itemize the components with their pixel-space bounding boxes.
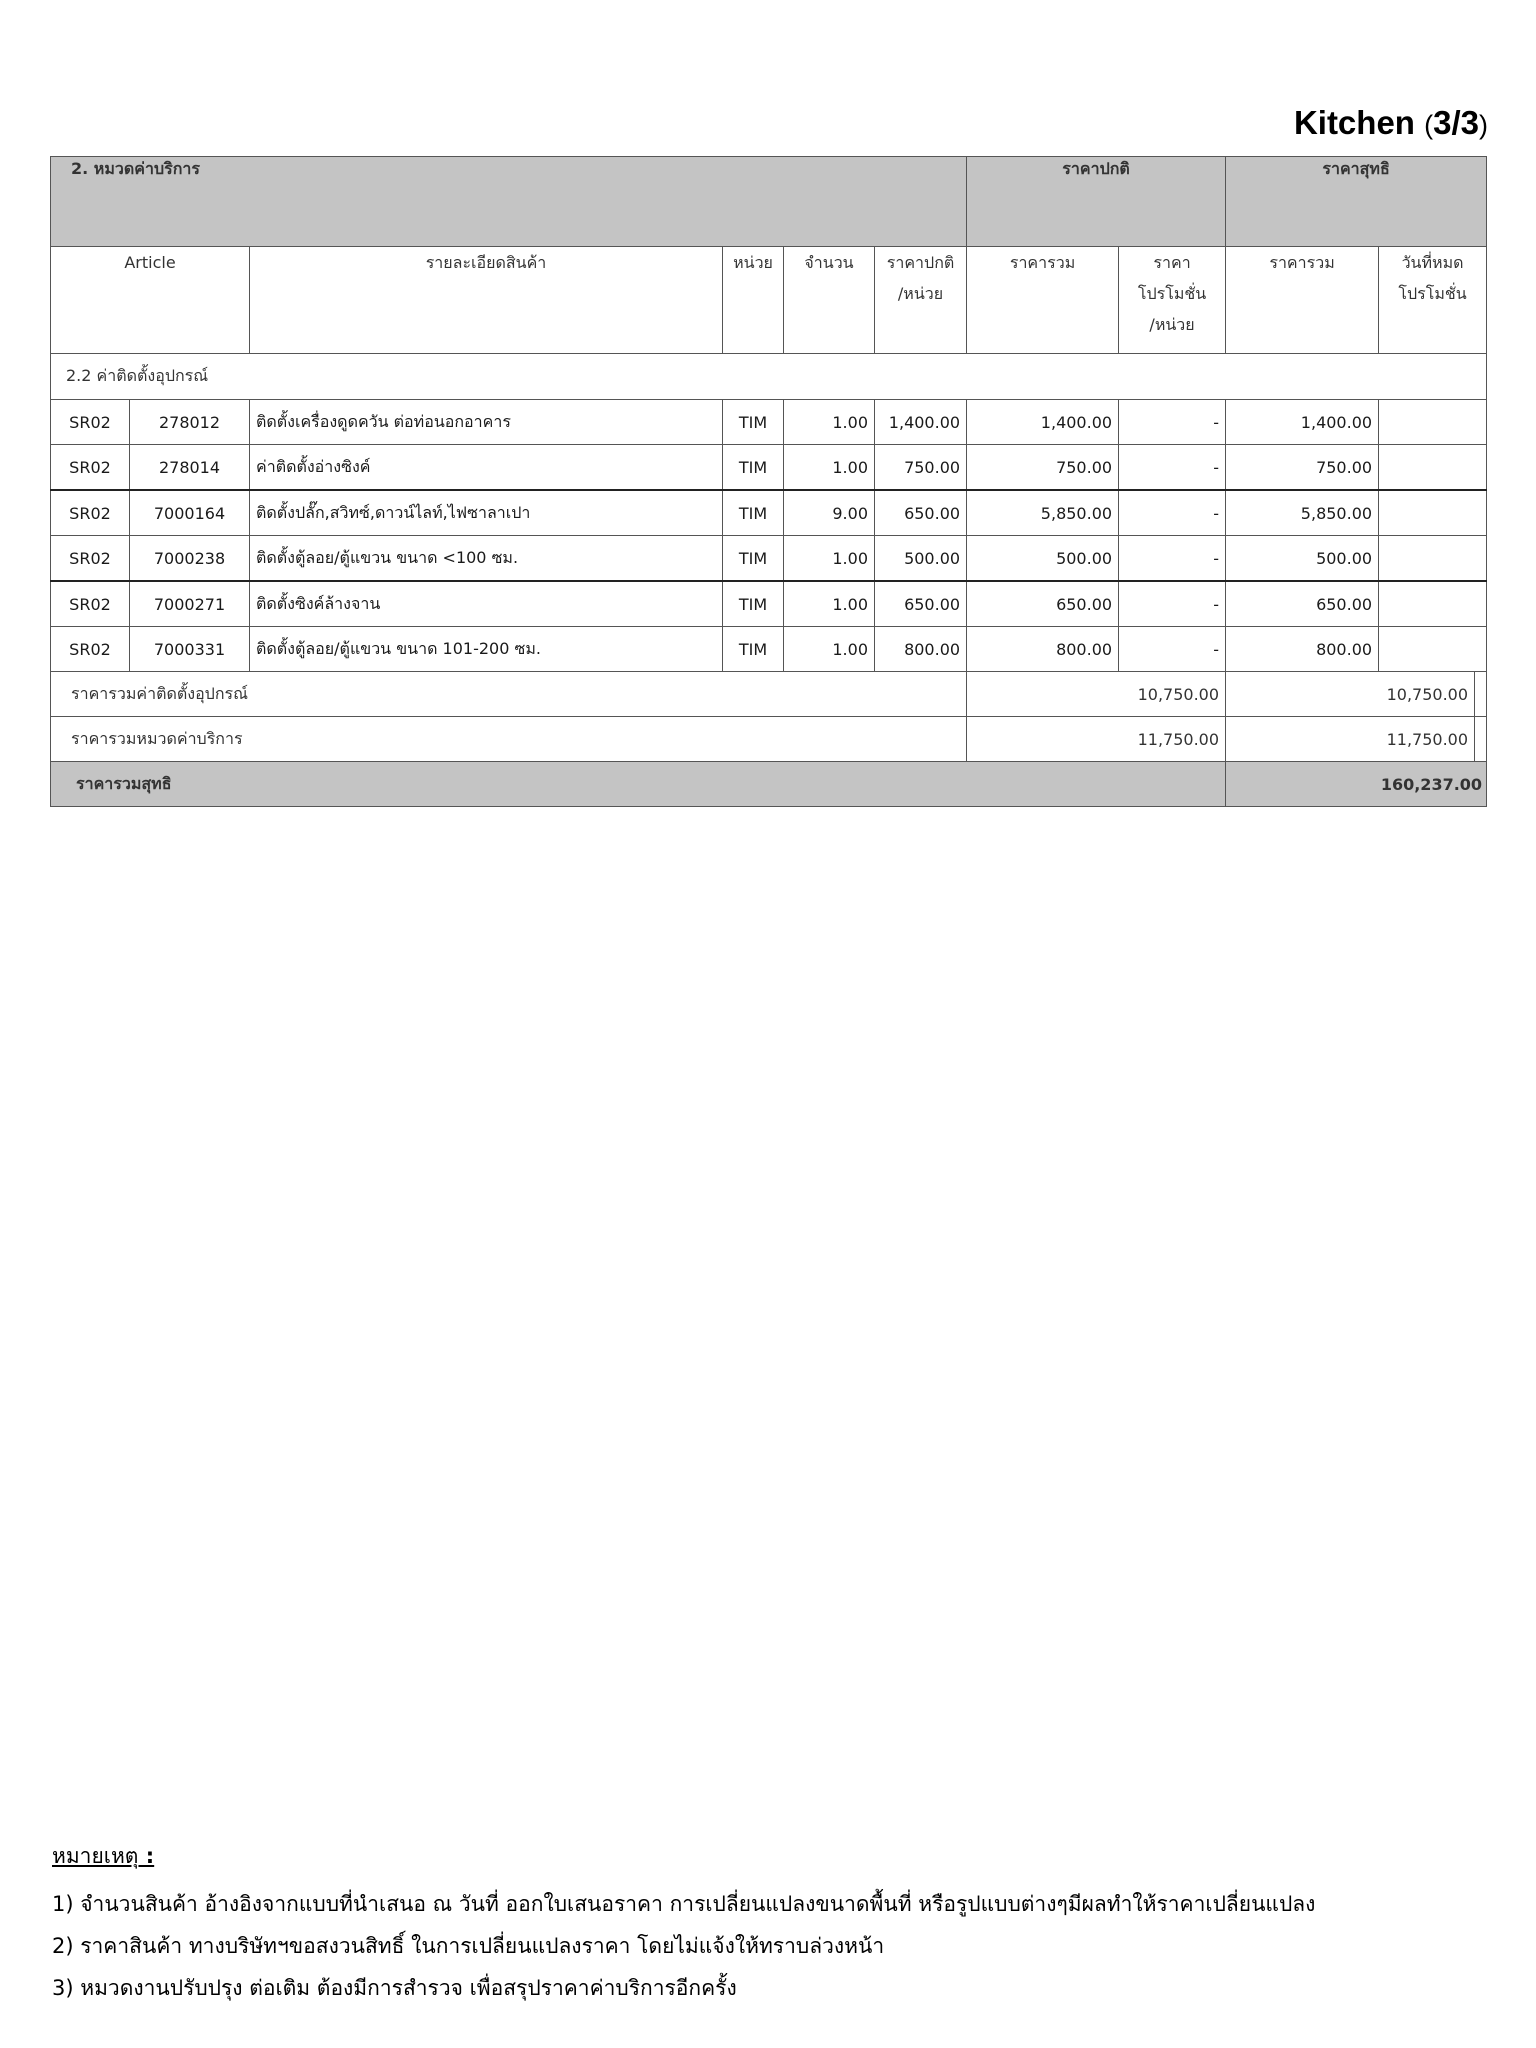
cell-qty: 1.00 [784, 627, 875, 672]
column-header-promo-per-unit-line: /หน่วย [1149, 315, 1195, 334]
cell-promo: - [1119, 536, 1226, 582]
section-header-row [51, 157, 1487, 247]
section-title: 2. หมวดค่าบริการ [51, 157, 967, 247]
column-header-description: รายละเอียดสินค้า [250, 247, 723, 354]
notes-section [52, 1840, 1492, 2009]
column-header-qty: จำนวน [784, 247, 875, 354]
subtotal-install-net-cell [1226, 672, 1487, 717]
cell-promo: - [1119, 400, 1226, 445]
cell-total: 650.00 [967, 581, 1119, 627]
note-line: 2) ราคาสินค้า ทางบริษัทฯขอสงวนสิทธิ์ ในการเปลี่ยนแปลงราคา โดยไม่แจ้งให้ทราบล่วงหน้า [52, 1934, 885, 1958]
cell-qty: 1.00 [784, 400, 875, 445]
cell-qty: 9.00 [784, 490, 875, 536]
cell-article: 278014 [130, 445, 250, 491]
cell-unit-price: 650.00 [875, 581, 967, 627]
table-row [51, 445, 1487, 491]
cell-net-total: 750.00 [1226, 445, 1379, 491]
page-title-fraction: 3/3 [1433, 104, 1479, 141]
column-header-normal-total: ราคารวม [967, 247, 1119, 354]
grand-total-row [51, 762, 1487, 807]
column-header-promo-per-unit-line: โปรโมชั่น [1137, 284, 1207, 303]
cell-code: SR02 [51, 400, 130, 445]
column-header-unit: หน่วย [723, 247, 784, 354]
cell-description: ค่าติดตั้งอ่างซิงค์ [250, 445, 723, 491]
cell-article: 7000331 [130, 627, 250, 672]
cell-unit-price: 750.00 [875, 445, 967, 491]
cell-description: ติดตั้งตู้ลอย/ตู้แขวน ขนาด 101-200 ซม. [250, 627, 723, 672]
page-title-open-paren: ( [1424, 110, 1434, 140]
table-row [51, 536, 1487, 582]
cell-qty: 1.00 [784, 445, 875, 491]
cell-article: 7000164 [130, 490, 250, 536]
cell-unit: TIM [723, 445, 784, 491]
column-header-article: Article [51, 247, 250, 354]
column-header-promo-per-unit [1119, 247, 1226, 354]
table-row [51, 627, 1487, 672]
note-line: 3) หมวดงานปรับปรุง ต่อเติม ต้องมีการสำรวจ เพื่อสรุปราคาค่าบริการอีกครั้ง [52, 1976, 737, 2000]
table-row [51, 400, 1487, 445]
cell-promo-end [1379, 627, 1487, 672]
group-header-net-price: ราคาสุทธิ [1226, 157, 1487, 247]
page-title [1294, 104, 1488, 142]
cell-description: ติดตั้งปลั๊ก,สวิทซ์,ดาวน์ไลท์,ไฟซาลาเปา [250, 490, 723, 536]
subsection-row [51, 354, 1487, 400]
subtotal-service-row [51, 717, 1487, 762]
note-line: 1) จำนวนสินค้า อ้างอิงจากแบบที่นำเสนอ ณ วันที่ ออกใบเสนอราคา การเปลี่ยนแปลงขนาดพื้นที่ หรือรูปแบบต่างๆมีผลทำให้ราคาเปลี่ยนแปลง [52, 1892, 1316, 1916]
notes-title [52, 1840, 1492, 1873]
cell-code: SR02 [51, 536, 130, 582]
cell-unit: TIM [723, 490, 784, 536]
cell-qty: 1.00 [784, 581, 875, 627]
cell-total: 800.00 [967, 627, 1119, 672]
subtotal-service-normal: 11,750.00 [967, 717, 1226, 762]
cell-code: SR02 [51, 581, 130, 627]
cell-promo-end [1379, 445, 1487, 491]
cell-unit: TIM [723, 627, 784, 672]
cell-promo: - [1119, 581, 1226, 627]
cell-article: 7000271 [130, 581, 250, 627]
cell-net-total: 500.00 [1226, 536, 1379, 582]
cell-unit-price: 800.00 [875, 627, 967, 672]
cell-unit-price: 500.00 [875, 536, 967, 582]
column-header-normal-per-unit-line: ราคาปกติ [886, 253, 955, 272]
notes-title-colon: : [138, 1844, 155, 1868]
cell-description: ติดตั้งตู้ลอย/ตู้แขวน ขนาด <100 ซม. [250, 536, 723, 582]
subtotal-install-spacer [1474, 672, 1486, 716]
cell-article: 7000238 [130, 536, 250, 582]
cell-description: ติดตั้งเครื่องดูดควัน ต่อท่อนอกอาคาร [250, 400, 723, 445]
column-header-promo-end-line: วันที่หมด [1401, 253, 1464, 272]
cell-unit: TIM [723, 581, 784, 627]
service-quote-table [50, 156, 1487, 807]
cell-unit-price: 650.00 [875, 490, 967, 536]
cell-net-total: 800.00 [1226, 627, 1379, 672]
column-header-promo-per-unit-line: ราคา [1153, 253, 1191, 272]
cell-promo-end [1379, 490, 1487, 536]
column-header-normal-per-unit [875, 247, 967, 354]
cell-description: ติดตั้งซิงค์ล้างจาน [250, 581, 723, 627]
cell-promo: - [1119, 490, 1226, 536]
cell-code: SR02 [51, 627, 130, 672]
notes-title-text: หมายเหตุ [52, 1844, 139, 1868]
column-header-net-total: ราคารวม [1226, 247, 1379, 354]
cell-unit: TIM [723, 400, 784, 445]
subtotal-service-net: 11,750.00 [1386, 729, 1469, 749]
cell-total: 500.00 [967, 536, 1119, 582]
cell-article: 278012 [130, 400, 250, 445]
cell-total: 750.00 [967, 445, 1119, 491]
subtotal-install-row [51, 672, 1487, 717]
cell-net-total: 1,400.00 [1226, 400, 1379, 445]
cell-unit: TIM [723, 536, 784, 582]
subtotal-service-label: ราคารวมหมวดค่าบริการ [51, 717, 967, 762]
subtotal-install-label: ราคารวมค่าติดตั้งอุปกรณ์ [51, 672, 967, 717]
cell-promo: - [1119, 627, 1226, 672]
cell-promo-end [1379, 581, 1487, 627]
cell-net-total: 650.00 [1226, 581, 1379, 627]
cell-total: 1,400.00 [967, 400, 1119, 445]
column-header-normal-per-unit-line: /หน่วย [897, 284, 944, 303]
grand-total-value: 160,237.00 [1226, 762, 1487, 807]
subsection-title: 2.2 ค่าติดตั้งอุปกรณ์ [51, 354, 1487, 400]
page-title-label: Kitchen [1293, 104, 1415, 141]
grand-total-label: ราคารวมสุทธิ [51, 762, 1226, 807]
cell-total: 5,850.00 [967, 490, 1119, 536]
cell-promo-end [1379, 536, 1487, 582]
subtotal-install-normal: 10,750.00 [967, 672, 1226, 717]
column-header-promo-end [1379, 247, 1487, 354]
subtotal-install-net: 10,750.00 [1386, 684, 1469, 704]
subtotal-service-net-cell [1226, 717, 1487, 762]
table-row [51, 490, 1487, 536]
cell-promo: - [1119, 445, 1226, 491]
group-header-normal-price: ราคาปกติ [967, 157, 1226, 247]
table-row [51, 581, 1487, 627]
column-header-promo-end-line: โปรโมชั่น [1398, 284, 1467, 303]
column-header-row [51, 247, 1487, 354]
cell-qty: 1.00 [784, 536, 875, 582]
subtotal-service-spacer [1474, 717, 1486, 761]
cell-unit-price: 1,400.00 [875, 400, 967, 445]
cell-code: SR02 [51, 490, 130, 536]
cell-net-total: 5,850.00 [1226, 490, 1379, 536]
page-title-close-paren: ) [1479, 110, 1488, 140]
cell-code: SR02 [51, 445, 130, 491]
cell-promo-end [1379, 400, 1487, 445]
